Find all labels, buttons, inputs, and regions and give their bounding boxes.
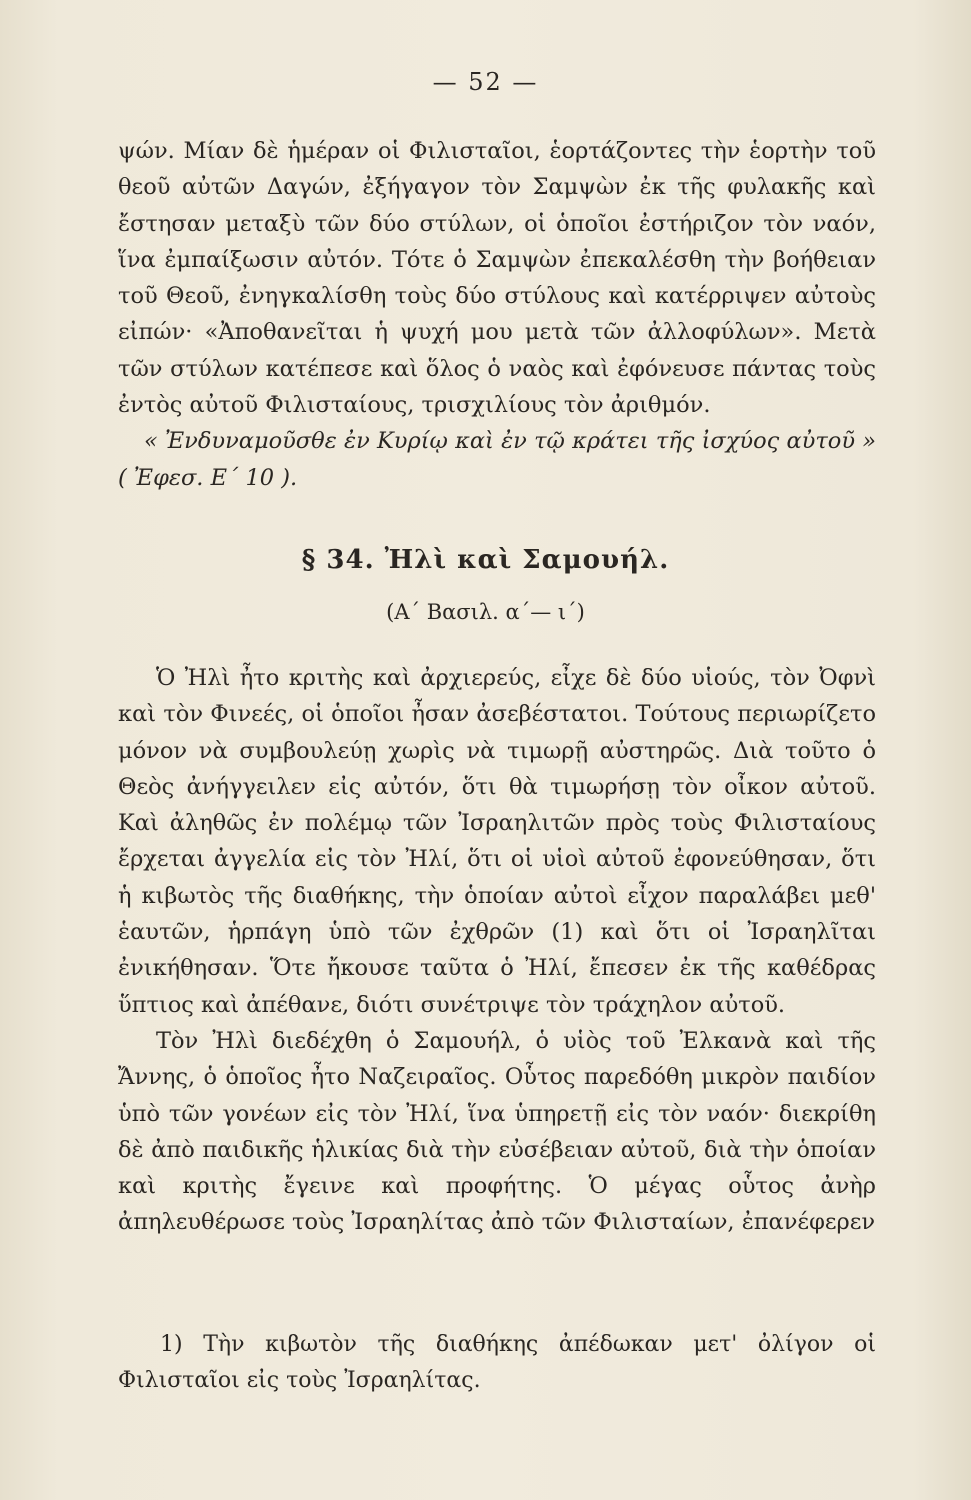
top-text-block — [118, 133, 876, 496]
paragraph-samson-ending: ψών. Μίαν δὲ ἡμέραν οἱ Φιλισταῖοι, ἑορτάζοντες τὴν ἑορτὴν τοῦ θεοῦ αὐτῶν Δαγών, ἐξήγαγον τὸν Σαμψὼν ἐκ τῆς φυλακῆς καὶ ἔστησαν μεταξὺ τῶν δύο στύλων, οἱ ὁποῖοι ἐστήριζον τὸν ναόν, ἵνα ἐμπαίξωσιν αὐτόν. Τότε ὁ Σαμψὼν ἐπεκαλέσθη τὴν βοήθειαν τοῦ Θεοῦ, ἐνηγκαλίσθη τοὺς δύο στύλους καὶ κατέρριψεν αὐτοὺς εἰπών· «Ἀποθανεῖται ἡ ψυχή μου μετὰ τῶν ἀλλοφύλων». Μετὰ τῶν στύλων κατέπεσε καὶ ὅλος ὁ ναὸς καὶ ἐφόνευσε πάντας τοὺς ἐντὸς αὐτοῦ Φιλισταίους, τρισχιλίους τὸν ἀριθμόν. — [118, 138, 876, 419]
footnote-text: 1) Τὴν κιβωτὸν τῆς διαθήκης ἀπέδωκαν μετ' ὀλίγον οἱ Φιλισταῖοι εἰς τοὺς Ἰσραηλίτας. — [118, 1332, 876, 1393]
section-body — [118, 660, 876, 1241]
section-heading: § 34. Ἠλὶ καὶ Σαμουήλ. — [301, 545, 670, 575]
footnote — [118, 1327, 876, 1399]
page-number: — 52 — — [432, 68, 539, 96]
paragraph-eli: Ὁ Ἠλὶ ἦτο κριτὴς καὶ ἀρχιερεύς, εἶχε δὲ δύο υἱούς, τὸν Ὀφνὶ καὶ τὸν Φινεές, οἱ ὁποῖοι ἦσαν ἀσεβέστατοι. Τούτους περιωρίζετο μόνον νὰ συμβουλεύῃ χωρὶς νὰ τιμωρῇ αὐστηρῶς. Διὰ τοῦτο ὁ Θεὸς ἀνήγγειλεν εἰς αὐτόν, ὅτι θὰ τιμωρήσῃ τὸν οἶκον αὐτοῦ. Καὶ ἀληθῶς ἐν πολέμῳ τῶν Ἰσραηλιτῶν πρὸς τοὺς Φιλισταίους ἔρχεται ἀγγελία εἰς τὸν Ἠλί, ὅτι οἱ υἱοὶ αὐτοῦ ἐφονεύθησαν, ὅτι ἡ κιβωτὸς τῆς διαθήκης, τὴν ὁποίαν αὐτοὶ εἶχον παραλάβει μεθ' ἑαυτῶν, ἡρπάγη ὑπὸ τῶν ἐχθρῶν (1) καὶ ὅτι οἱ Ἰσραηλῖται ἐνικήθησαν. Ὅτε ἤκουσε ταῦτα ὁ Ἠλί, ἔπεσεν ἐκ τῆς καθέδρας ὕπτιος καὶ ἀπέθανε, διότι συνέτριψε τὸν τράχηλον αὐτοῦ. — [118, 665, 876, 1018]
section-reference: (Α΄ Βασιλ. α΄— ι΄) — [386, 600, 585, 624]
paragraph-samuel: Τὸν Ἠλὶ διεδέχθη ὁ Σαμουήλ, ὁ υἱὸς τοῦ Ἐλκανὰ καὶ τῆς Ἄννης, ὁ ὁποῖος ἦτο Ναζειραῖος. Οὗτος παρεδόθη μικρὸν παιδίον ὑπὸ τῶν γονέων εἰς τὸν Ἠλί, ἵνα ὑπηρετῇ εἰς τὸν ναόν· διεκρίθη δὲ ἀπὸ παιδικῆς ἡλικίας διὰ τὴν εὐσέβειαν αὐτοῦ, διὰ τὴν ὁποίαν καὶ κριτὴς ἔγεινε καὶ προφήτης. Ὁ μέγας οὗτος ἀνὴρ ἀπηλευθέρωσε τοὺς Ἰσραηλίτας ἀπὸ τῶν Φιλισταίων, ἐπανέφερεν — [118, 1027, 876, 1236]
scripture-quote: « Ἐνδυναμοῦσθε ἐν Κυρίῳ καὶ ἐν τῷ κράτει τῆς ἰσχύος αὐτοῦ » ( Ἐφεσ. Ε΄ 10 ). — [118, 428, 876, 491]
